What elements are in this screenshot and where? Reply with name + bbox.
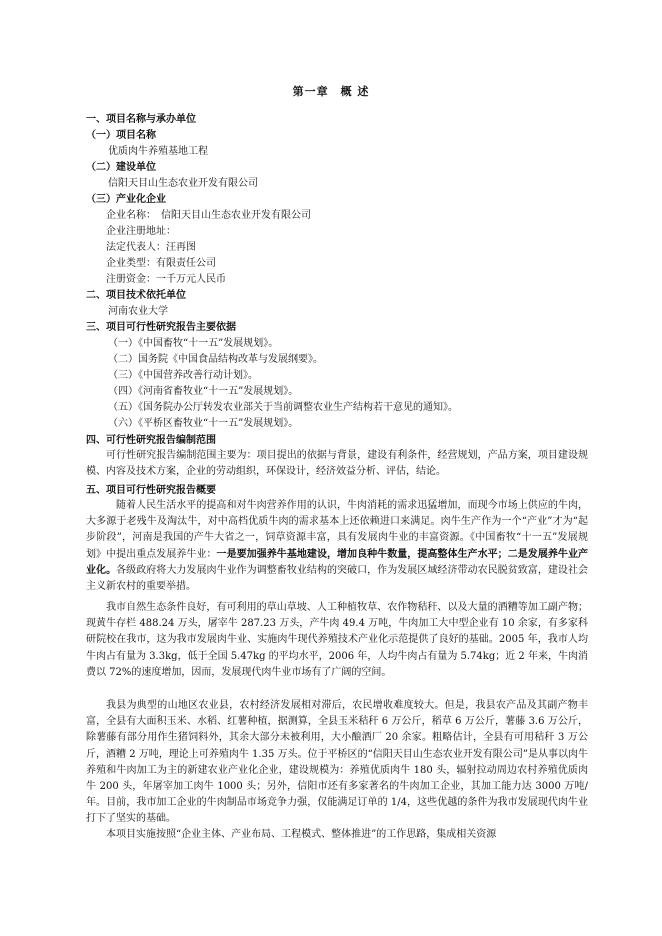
project-name-value: 优质肉牛养殖基地工程 — [108, 146, 208, 157]
scope-paragraph: 可行性研究报告编制范围主要为：项目提出的依据与背景，建设有利条件，经营规划，产品方案，项目建设规模、内容及技术方案，企业的劳动组织，环保设计，经济效益分析、评估，结论。 — [86, 450, 588, 478]
basis-item: （一）《中国畜牧“十一五”发展规划》。 — [108, 338, 279, 349]
subsection-company-heading: （三）产业化企业 — [86, 194, 166, 205]
basis-item: （二）国务院《中国食品结构改革与发展纲要》。 — [108, 354, 323, 365]
section-2-heading: 二、项目技术依托单位 — [86, 290, 186, 301]
section-1-heading: 一、项目名称与承办单位 — [86, 114, 196, 125]
company-legal-rep-line: 法定代表人：汪再图 — [106, 242, 196, 253]
tech-support-value: 河南农业大学 — [108, 306, 168, 317]
summary-paragraph-3: 我县为典型的山地区农业县，农村经济发展相对滞后，农民增收难度较大。但是，我县农产品及其副产物丰富，全县有大面积玉米、水稻、红薯种植，据测算，全县玉米秸秆 6 万公斤，稻草 6 万公斤，薯藤 3.6 万公斤，除薯藤有部分用作生猪饲料外，其余大部分未被利用，大小酿酒厂 20 余家。粗略估计，全县有可用秸秆 3 万公斤，酒糟 2 万吨，理论上可养殖肉牛 1.35 万头。位于平桥区的“信阳天目山生态农业开发有限公司”是从事以肉牛养殖和牛肉加工为主的新建农业产业化企业，建设规模为：养殖优质肉牛 180 头，辐射拉动周边农村养殖优质肉牛 200 头，年屠宰加工肉牛 1000 头；另外，信阳市还有多家著名的牛肉加工企业，其加工能力达 3000 万吨/年。目前，我市加工企业的牛肉制品市场竞争力强，仅能满足订单的 1/4，这些优越的条件为我市发展现代肉牛业打下了坚实的基础。 — [86, 700, 588, 825]
summary-paragraph-4: 本项目实施按照“企业主体、产业布局、工程模式、整体推进”的工作思路，集成相关资源 — [106, 829, 497, 840]
basis-item: （三）《中国营养改善行动计划》。 — [108, 370, 258, 381]
company-address-line: 企业注册地址： — [106, 226, 176, 237]
company-type-line: 企业类型：有限责任公司 — [106, 258, 216, 269]
subsection-project-name-heading: （一）项目名称 — [86, 130, 156, 141]
basis-item: （六）《平桥区畜牧业“十一五”发展规划》。 — [108, 418, 299, 429]
summary-paragraph-1 — [86, 498, 588, 595]
basis-item: （四）《河南省畜牧业“十一五”发展规划》。 — [108, 386, 299, 397]
chapter-title: 第一章 概 述 — [292, 85, 370, 98]
basis-item: （五）《国务院办公厅转发农业部关于当前调整农业生产结构若干意见的通知》。 — [108, 402, 458, 413]
builder-value: 信阳天目山生态农业开发有限公司 — [108, 178, 258, 189]
section-4-heading: 四、可行性研究报告编制范围 — [86, 435, 216, 446]
summary-paragraph-2: 我市自然生态条件良好，有可利用的草山草坡、人工种植牧草、农作物秸秆、以及大量的酒糟等加工副产物；现黄牛存栏 488.24 万头，屠宰牛 287.23 万头，产牛肉 49.4 万吨，牛肉加工大中型企业有 10 余家，有多家科研院校在我市，这为我市发展肉牛业、实施肉牛现代养殖技术产业化示范提供了良好的基础。2005 年，我市人均牛肉占有量为 3.3kg，低于全国 5.47kg 的平均水平，2006 年，人均牛肉占有量为 5.74kg；近 2 年来，牛肉消费以 72%的速度增加，因而，发展现代肉牛业市场有了广阔的空间。 — [86, 602, 588, 678]
section-5-heading: 五、项目可行性研究报告概要 — [86, 485, 216, 496]
company-capital-line: 注册资金：一千万元人民币 — [106, 274, 226, 285]
summary-p1-part-c: 各级政府将大力发展肉牛业作为调整畜牧业结构的突破口，作为发展区域经济带动农民脱贫致富，建设社会主义新农村的重要举措。 — [86, 564, 589, 593]
summary-p1-part-a: 随着人民生活水平的提高和对牛肉营养作用的认识，牛肉消耗的需求迅猛增加，而现今市场上供应的牛肉，大多源于老残牛及淘汰牛，对中高档优质牛肉的需求基本上还依赖进口来满足。肉牛生产作为一个“产业”才为“起步阶段”，河南是我国的产牛大省之一，饲草资源丰富，具有发展肉牛业的丰富资源。《中国畜牧“十一五”发展规划》中提出重点发展养牛业： — [86, 500, 588, 560]
summary-p1-emphasis: 一是要加强养牛基地建设，增加良种牛数量，提高整体生产水平；二是发展养牛业产业化。 — [86, 548, 589, 576]
company-name-line: 企业名称： 信阳天目山生态农业开发有限公司 — [106, 210, 311, 221]
subsection-builder-heading: （二）建设单位 — [86, 162, 156, 173]
section-3-heading: 三、项目可行性研究报告主要依据 — [86, 322, 236, 333]
